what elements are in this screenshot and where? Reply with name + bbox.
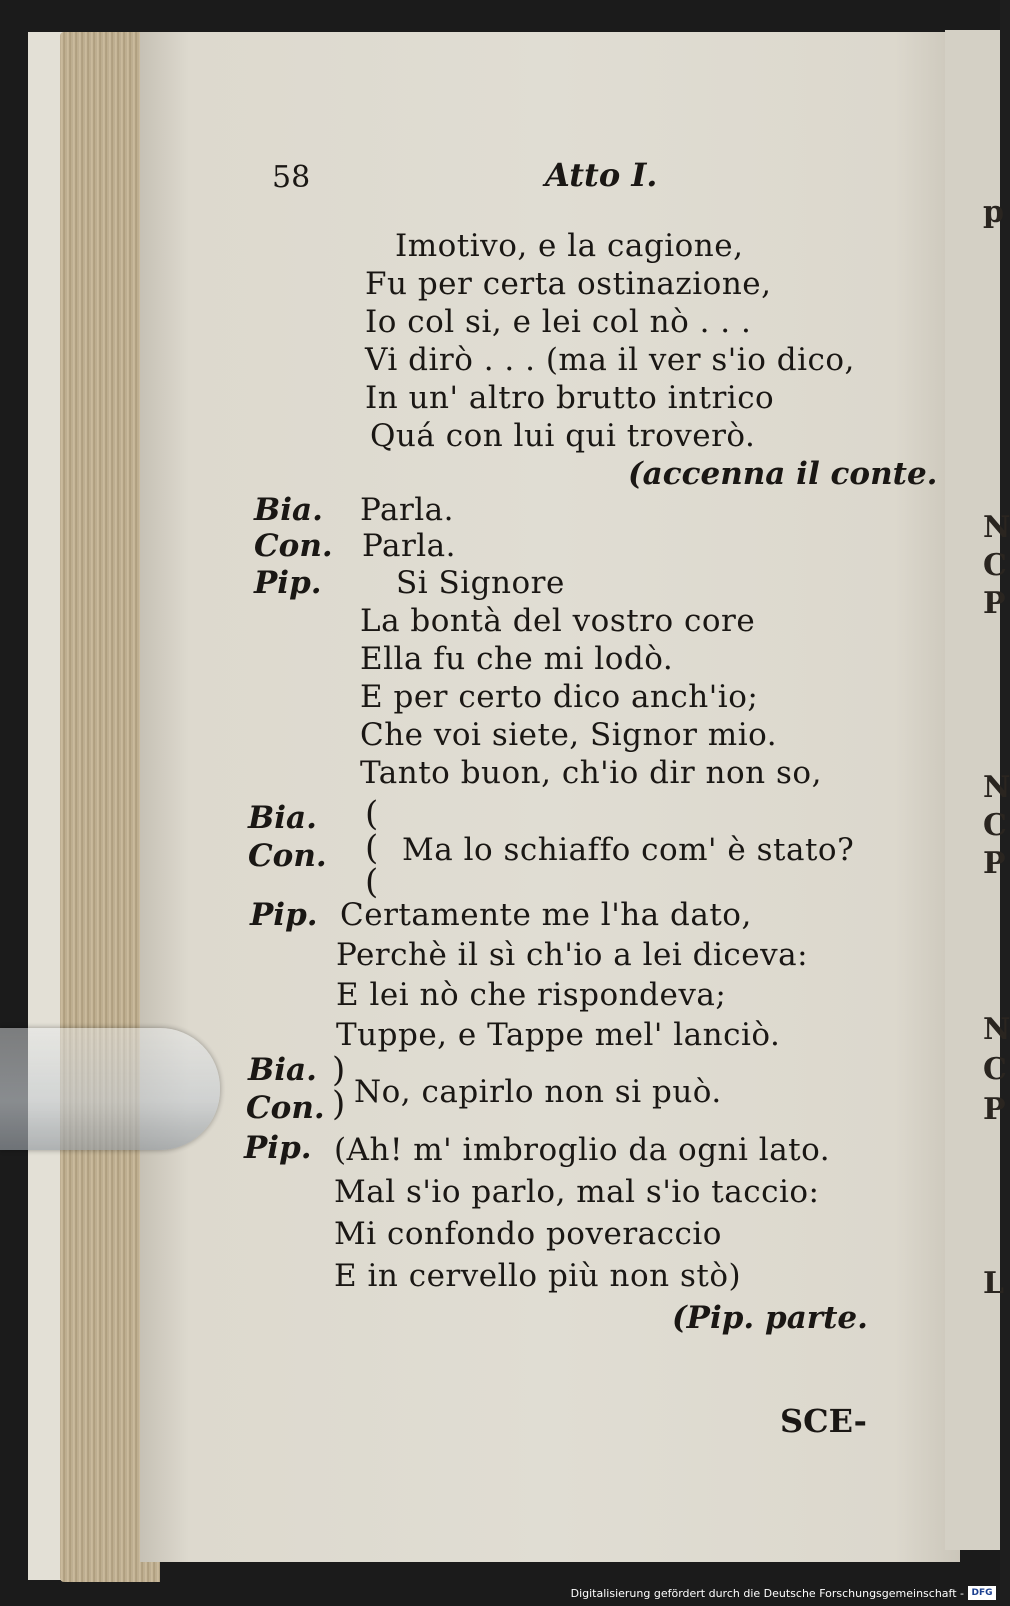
- verse-line: Perchè il sì ch'io a lei diceva:: [336, 937, 809, 973]
- verse-line: In un' altro brutto intrico: [365, 380, 775, 416]
- verse-line: Che voi siete, Signor mio.: [360, 717, 778, 753]
- stage-direction: (Pip. parte.: [672, 1300, 868, 1336]
- dialogue-line: Parla.: [362, 528, 457, 564]
- stage-direction: (accenna il conte.: [628, 456, 938, 492]
- fragment-letter: C: [983, 808, 1007, 843]
- dialogue-line: Si Signore: [396, 565, 565, 601]
- footer-bar: [0, 1582, 1000, 1606]
- verse-line: Mal s'io parlo, mal s'io taccio:: [334, 1174, 820, 1210]
- running-head: Atto I.: [545, 156, 658, 194]
- footer-credit: Digitalisierung gefördert durch die Deutsche Forschungsgemeinschaft -: [570, 1587, 964, 1600]
- verse-line: Tuppe, e Tappe mel' lanciò.: [336, 1017, 781, 1053]
- fragment-letter: p: [983, 195, 1004, 230]
- speaker-label: Con.: [248, 838, 327, 874]
- speaker-label: Con.: [246, 1090, 325, 1126]
- fragment-letter: C: [983, 1052, 1007, 1087]
- verse-line: Tanto buon, ch'io dir non so,: [360, 755, 822, 791]
- verse-line: E in cervello più non stò): [334, 1258, 742, 1294]
- verse-line: Ella fu che mi lodò.: [360, 641, 674, 677]
- catchword: SCE-: [780, 1402, 867, 1440]
- verse-line: Certamente me l'ha dato,: [340, 897, 752, 933]
- book-page: [140, 32, 960, 1562]
- adjacent-page-edge: [945, 30, 1010, 1550]
- brace-icon: ): [332, 1050, 346, 1090]
- verse-line: (Ah! m' imbroglio da ogni lato.: [334, 1132, 831, 1168]
- fragment-letter: L: [983, 1266, 1005, 1301]
- fragment-letter: C: [983, 548, 1007, 583]
- verse-line: Vi dirò . . . (ma il ver s'io dico,: [365, 342, 855, 378]
- fragment-letter: N: [983, 1012, 1010, 1047]
- fragment-letter: N: [983, 770, 1010, 805]
- speaker-label: Con.: [254, 528, 333, 564]
- brace-icon: (: [365, 862, 379, 902]
- verse-line: Quá con lui qui troverò.: [370, 418, 756, 454]
- verse-line: Fu per certa ostinazione,: [365, 266, 772, 302]
- speaker-label: Pip.: [250, 897, 318, 933]
- brace-icon: (: [365, 828, 379, 868]
- fragment-letter: P: [983, 1092, 1006, 1127]
- speaker-label: Pip.: [244, 1130, 312, 1166]
- page-clamp: [0, 1028, 220, 1150]
- verse-line: Imotivo, e la cagione,: [395, 228, 744, 264]
- speaker-label: Bia.: [248, 800, 317, 836]
- verse-line: Io col si, e lei col nò . . .: [365, 304, 752, 340]
- speaker-label: Pip.: [254, 565, 322, 601]
- page-number: 58: [272, 160, 311, 195]
- verse-line: La bontà del vostro core: [360, 603, 756, 639]
- duet-line: No, capirlo non si può.: [354, 1074, 722, 1110]
- verse-line: E per certo dico anch'io;: [360, 679, 759, 715]
- brace-icon: (: [365, 794, 379, 834]
- speaker-label: Bia.: [254, 492, 323, 528]
- fragment-letter: P: [983, 846, 1006, 881]
- fragment-letter: P: [983, 586, 1006, 621]
- verse-line: E lei nò che rispondeva;: [336, 977, 727, 1013]
- duet-line: Ma lo schiaffo com' è stato?: [402, 832, 855, 868]
- speaker-label: Bia.: [248, 1052, 317, 1088]
- fragment-letter: N: [983, 510, 1010, 545]
- verse-line: Mi confondo poveraccio: [334, 1216, 722, 1252]
- dfg-logo: DFG: [968, 1586, 996, 1600]
- dialogue-line: Parla.: [360, 492, 455, 528]
- brace-icon: ): [332, 1084, 346, 1124]
